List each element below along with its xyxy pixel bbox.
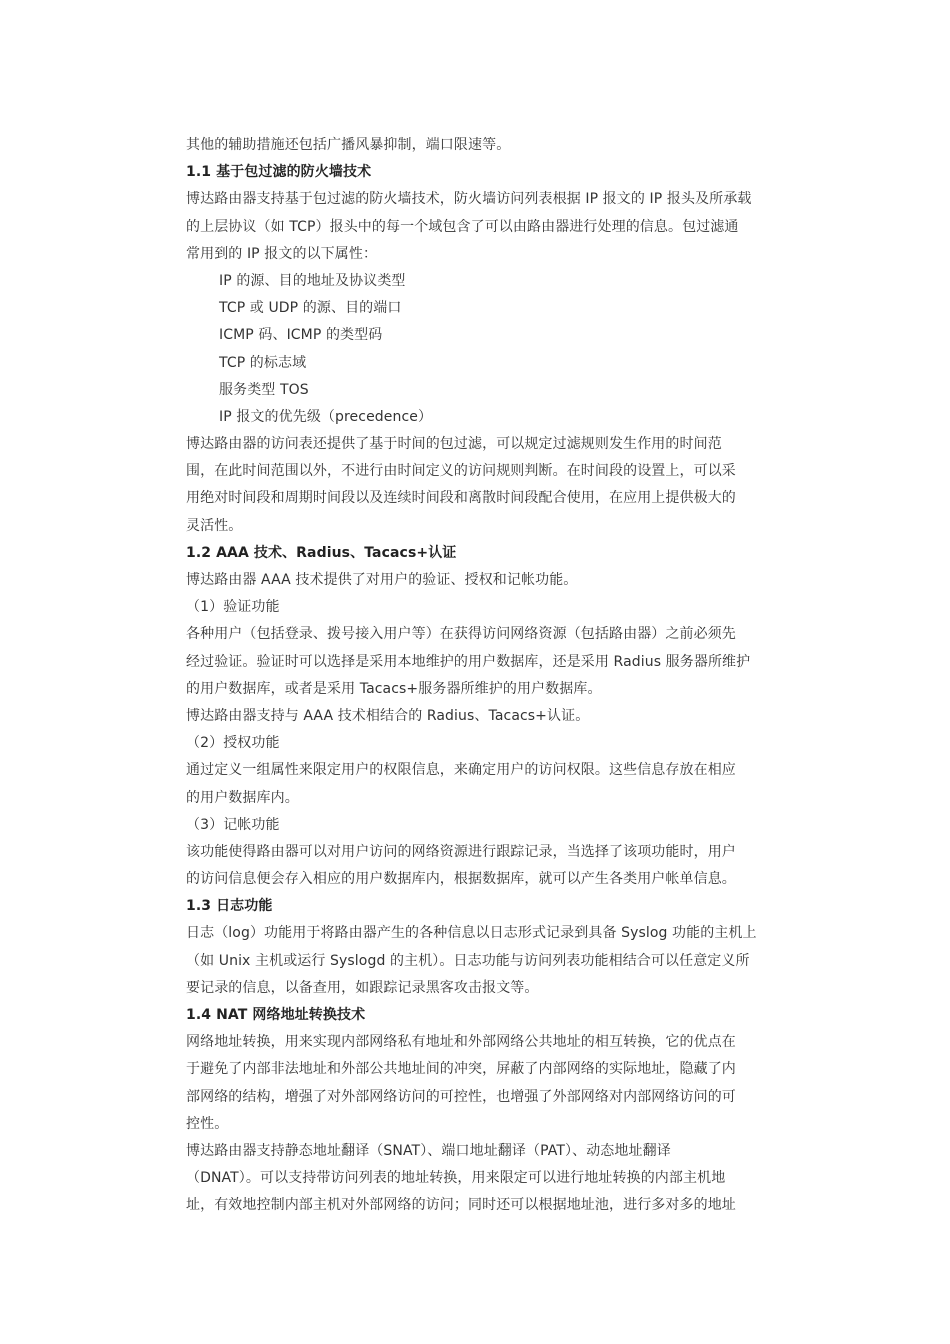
section-heading: 1.2 AAA 技术、Radius、Tacacs+认证	[186, 544, 457, 561]
section-heading: 1.4 NAT 网络地址转换技术	[186, 1007, 366, 1023]
text-line: 的用户数据库，或者是采用 Tacacs+服务器所维护的用户数据库。	[186, 680, 602, 697]
text-line: 围，在此时间范围以外，不进行由时间定义的访问规则判断。在时间段的设置上，可以采	[186, 463, 736, 480]
text-line: （3）记帐功能	[186, 816, 280, 833]
text-line: （2）授权功能	[186, 735, 280, 752]
section-heading: 1.1 基于包过滤的防火墙技术	[186, 164, 372, 181]
text-line: 灵活性。	[186, 517, 243, 534]
text-line: 网络地址转换，用来实现内部网络私有地址和外部网络公共地址的相互转换，它的优点在	[186, 1034, 736, 1051]
text-line: （DNAT）。可以支持带访问列表的地址转换，用来限定可以进行地址转换的内部主机地	[186, 1170, 726, 1187]
text-line: 的上层协议（如 TCP）报头中的每一个域包含了可以由路由器进行处理的信息。包过滤通	[186, 218, 739, 235]
text-line: 博达路由器支持静态地址翻译（SNAT）、端口地址翻译（PAT）、动态地址翻译	[186, 1142, 671, 1159]
text-line: 用绝对时间段和周期时间段以及连续时间段和离散时间段配合使用，在应用上提供极大的	[186, 490, 736, 507]
text-line: 经过验证。验证时可以选择是采用本地维护的用户数据库，还是采用 Radius 服务器所维护	[186, 653, 751, 670]
text-line: 部网络的结构，增强了对外部网络访问的可控性，也增强了外部网络对内部网络访问的可	[186, 1088, 736, 1105]
text-line: 该功能使得路由器可以对用户访问的网络资源进行跟踪记录，当选择了该项功能时，用户	[186, 843, 736, 860]
text-line: 常用到的 IP 报文的以下属性：	[186, 245, 378, 262]
text-line: 控性。	[186, 1115, 229, 1132]
text-line: 的用户数据库内。	[186, 789, 299, 806]
section-heading: 1.3 日志功能	[186, 898, 273, 915]
text-line: （1）验证功能	[186, 599, 280, 616]
text-line: 博达路由器的访问表还提供了基于时间的包过滤，可以规定过滤规则发生作用的时间范	[186, 436, 722, 453]
text-line: 博达路由器支持与 AAA 技术相结合的 Radius、Tacacs+认证。	[186, 707, 590, 724]
text-line: 其他的辅助措施还包括广播风暴抑制，端口限速等。	[186, 137, 511, 153]
list-item: 服务类型 TOS	[219, 381, 309, 398]
text-line: 日志（log）功能用于将路由器产生的各种信息以日志形式记录到具备 Syslog 功能的主机上	[186, 925, 757, 942]
document-body	[186, 132, 786, 1220]
text-line: 博达路由器 AAA 技术提供了对用户的验证、授权和记帐功能。	[186, 572, 578, 588]
text-line: （如 Unix 主机或运行 Syslogd 的主机）。日志功能与访问列表功能相结合可以任意定义所	[186, 952, 750, 969]
text-line: 的访问信息便会存入相应的用户数据库内，根据数据库，就可以产生各类用户帐单信息。	[186, 871, 736, 888]
text-line: 通过定义一组属性来限定用户的权限信息，来确定用户的访问权限。这些信息存放在相应	[186, 762, 736, 779]
text-line: 各种用户（包括登录、拨号接入用户等）在获得访问网络资源（包括路由器）之前必须先	[186, 626, 736, 643]
list-item: IP 报文的优先级（precedence）	[219, 408, 433, 425]
list-item: TCP 的标志域	[219, 354, 307, 371]
text-line: 址，有效地控制内部主机对外部网络的访问；同时还可以根据地址池，进行多对多的地址	[186, 1197, 736, 1214]
list-item: ICMP 码、ICMP 的类型码	[219, 327, 383, 344]
text-line: 博达路由器支持基于包过滤的防火墙技术，防火墙访问列表根据 IP 报文的 IP 报头及所承载	[186, 191, 752, 208]
list-item: IP 的源、目的地址及协议类型	[219, 272, 406, 289]
text-line: 要记录的信息，以备查用，如跟踪记录黑客攻击报文等。	[186, 979, 539, 996]
text-line: 于避免了内部非法地址和外部公共地址间的冲突，屏蔽了内部网络的实际地址，隐藏了内	[186, 1061, 736, 1078]
list-item: TCP 或 UDP 的源、目的端口	[219, 300, 402, 317]
